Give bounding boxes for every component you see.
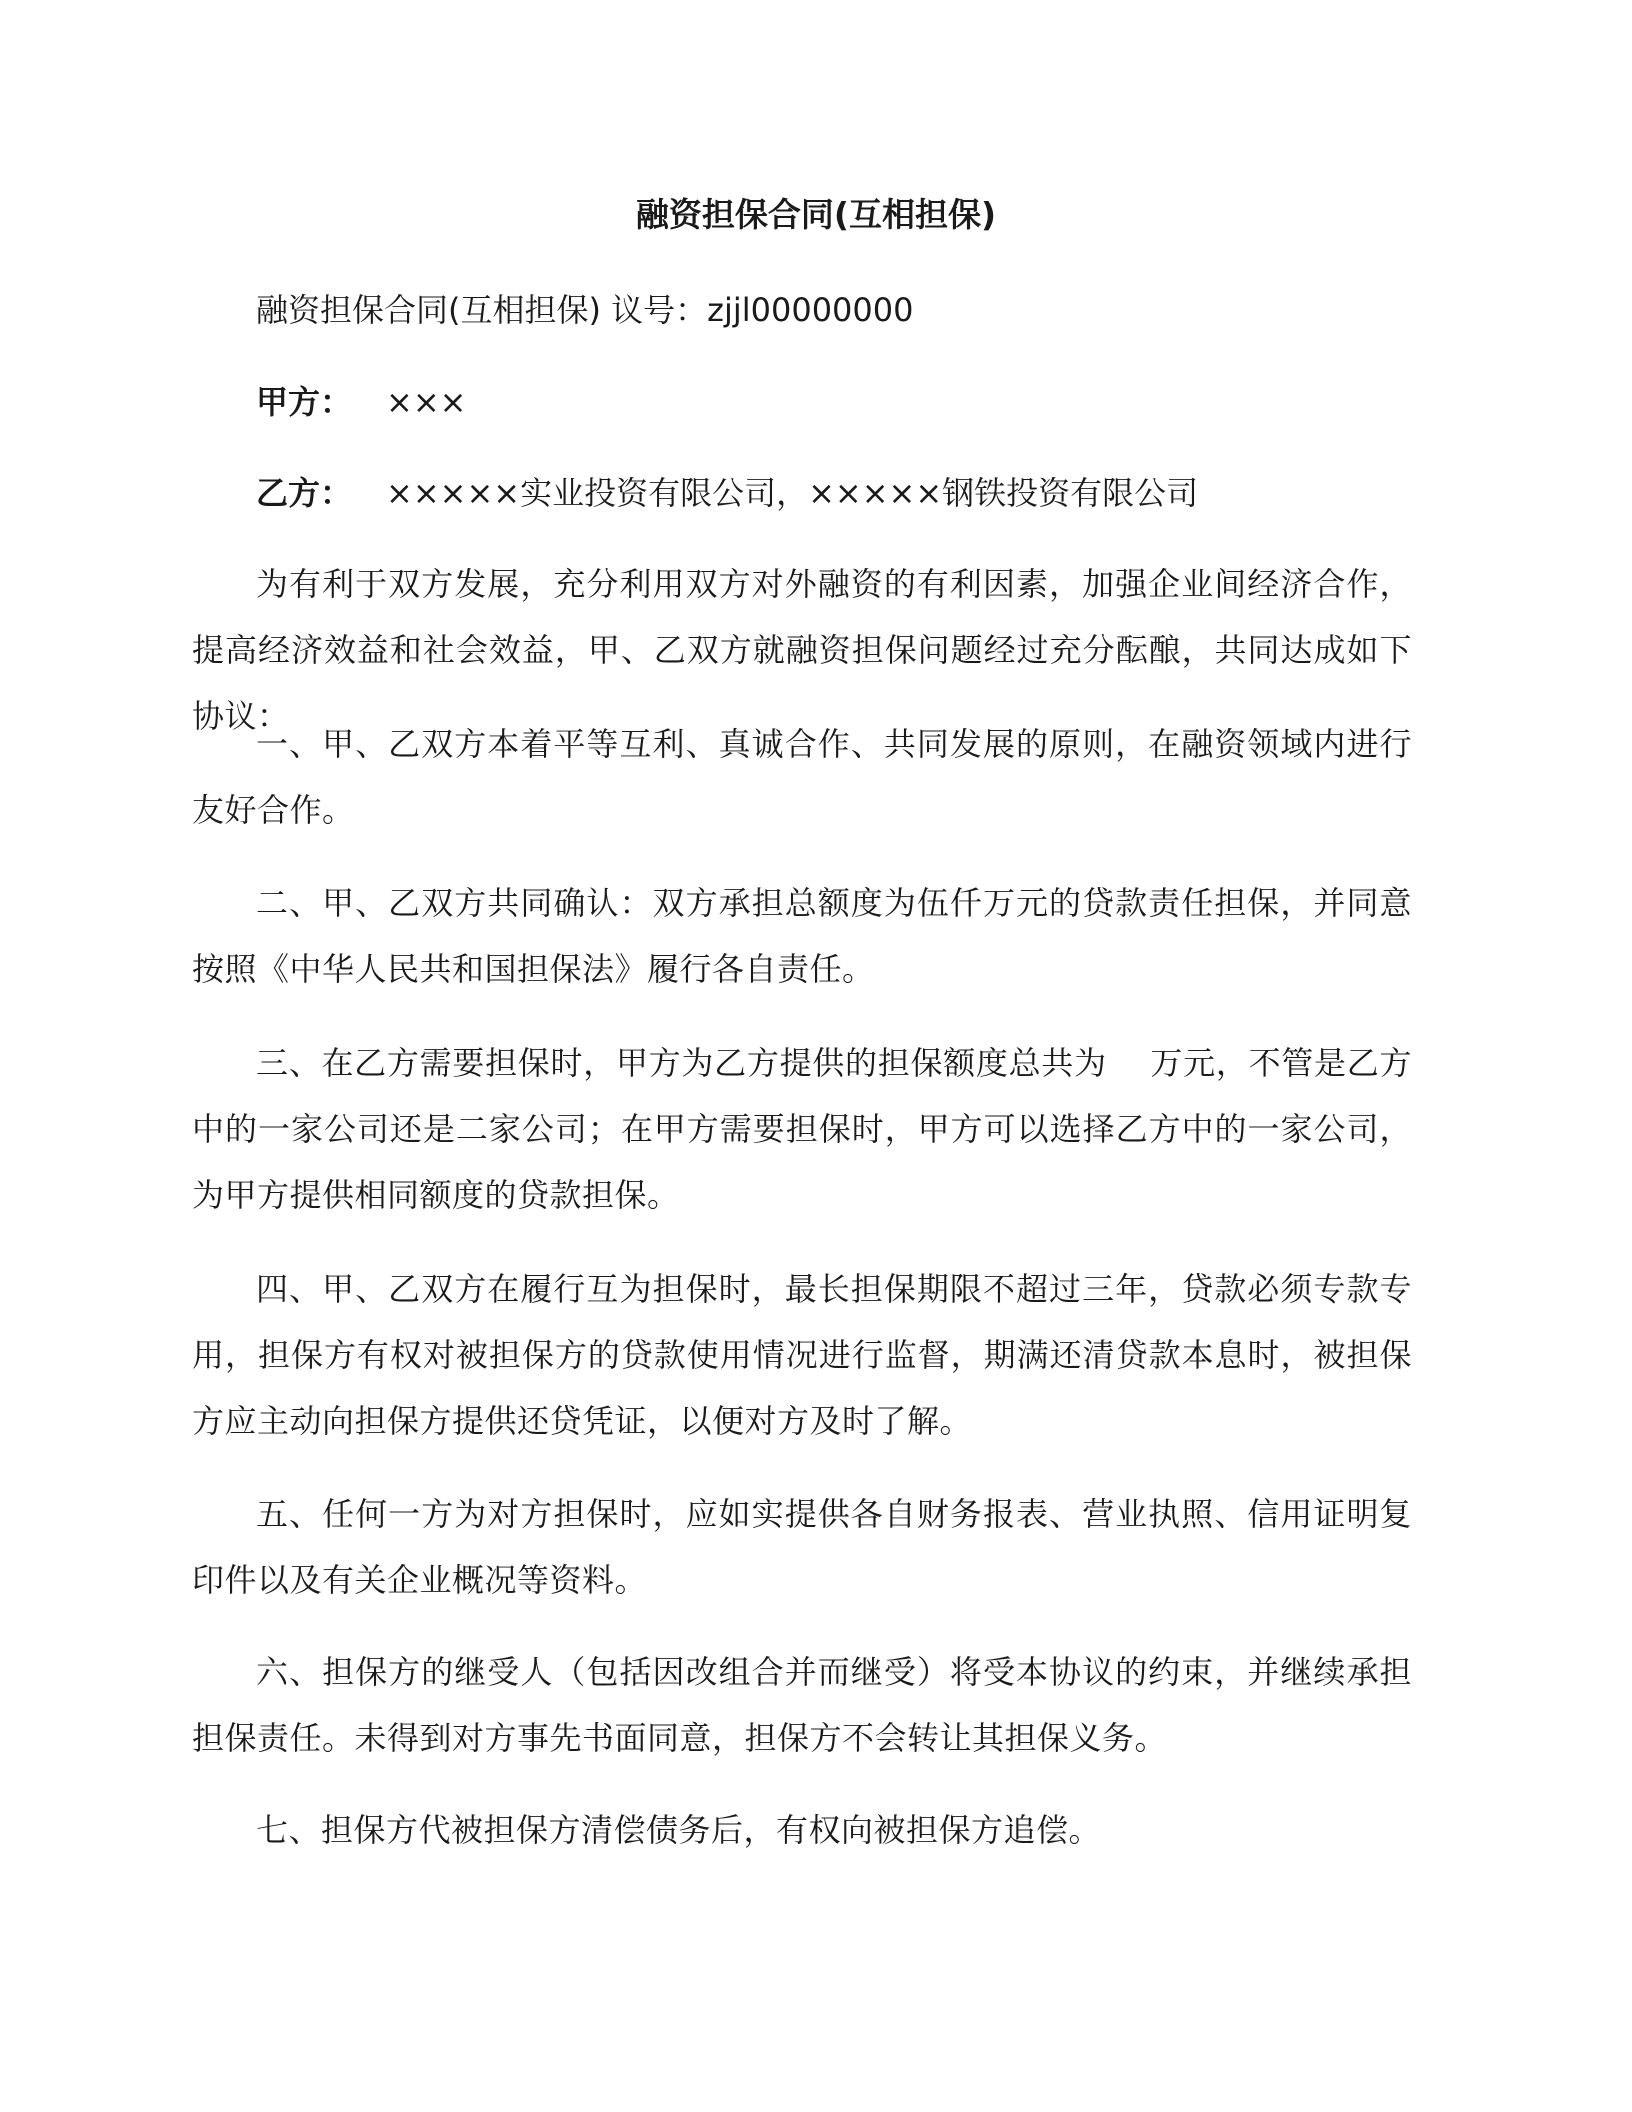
clause-7-paragraph: 七、担保方代被担保方清偿债务后，有权向被担保方追偿。 — [256, 1811, 1102, 1849]
party-b-value: ×××××实业投资有限公司，×××××钢铁投资有限公司 — [386, 474, 1199, 512]
agreement-number-line: 融资担保合同(互相担保) 议号：zjjl00000000 — [256, 291, 914, 329]
preamble-paragraph: 为有利于双方发展，充分利用双方对外融资的有利因素，加强企业间经济合作，提高经济效益和社会效益，甲、乙双方就融资担保问题经过充分酝酿，共同达成如下协议： — [192, 565, 1412, 735]
party-a-label: 甲方： — [256, 383, 353, 421]
clause-3-paragraph: 三、在乙方需要担保时，甲方为乙方提供的担保额度总共为 万元，不管是乙方中的一家公司还是二家公司；在甲方需要担保时，甲方可以选择乙方中的一家公司，为甲方提供相同额度的贷款担保。 — [192, 1044, 1412, 1214]
party-b-label: 乙方： — [256, 474, 353, 512]
party-a-line — [256, 380, 466, 424]
clause-2-paragraph: 二、甲、乙双方共同确认：双方承担总额度为伍仟万元的贷款责任担保，并同意按照《中华人民共和国担保法》履行各自责任。 — [192, 884, 1412, 988]
clause-5-paragraph: 五、任何一方为对方担保时，应如实提供各自财务报表、营业执照、信用证明复印件以及有关企业概况等资料。 — [192, 1495, 1412, 1599]
party-b-line — [256, 471, 1198, 515]
clause-6-paragraph: 六、担保方的继受人（包括因改组合并而继受）将受本协议的约束，并继续承担担保责任。未得到对方事先书面同意，担保方不会转让其担保义务。 — [192, 1653, 1412, 1757]
clause-4-paragraph: 四、甲、乙双方在履行互为担保时，最长担保期限不超过三年，贷款必须专款专用，担保方有权对被担保方的贷款使用情况进行监督，期满还清贷款本息时，被担保方应主动向担保方提供还贷凭证，以便对方及时了解。 — [192, 1270, 1412, 1440]
party-a-value: ××× — [386, 383, 467, 421]
document-title: 融资担保合同(互相担保) — [635, 195, 997, 234]
clause-1-paragraph: 一、甲、乙双方本着平等互利、真诚合作、共同发展的原则，在融资领域内进行友好合作。 — [192, 725, 1412, 829]
